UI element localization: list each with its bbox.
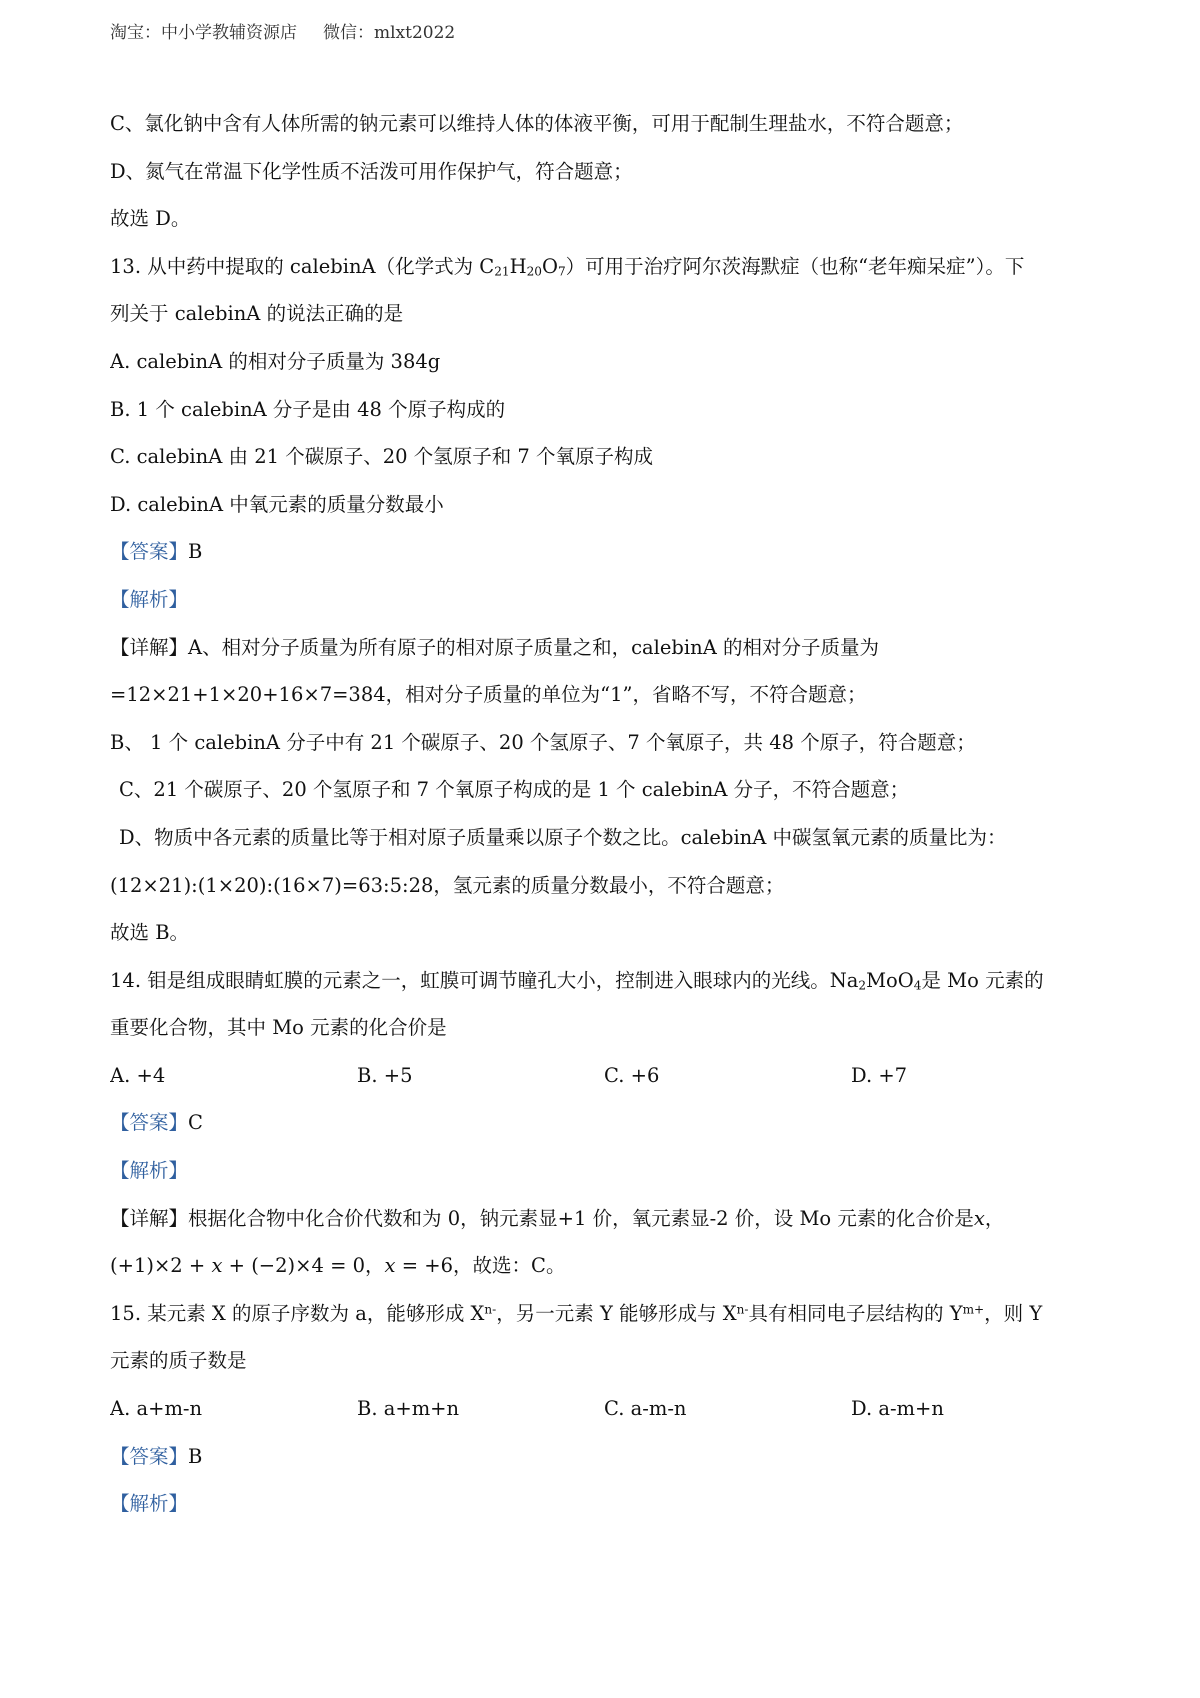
q14-option-a: A. +4 [110, 1063, 166, 1087]
q15-answer [110, 1433, 1100, 1481]
detail-tag: 【详解】 [110, 1206, 189, 1230]
q15-analysis-tag: 【解析】 [110, 1492, 189, 1516]
q14-analysis-tag: 【解析】 [110, 1159, 189, 1183]
q13-detail-d2: (12×21):(1×20):(16×7)=63:5:28，氢元素的质量分数最小，不符合题意； [110, 873, 785, 897]
q15-stem-line2: 元素的质子数是 [110, 1349, 247, 1373]
answer-value: C [188, 1111, 203, 1135]
wechat-label: 微信：mlxt2022 [323, 23, 456, 43]
answer-value: B [188, 540, 203, 564]
q13-analysis-tag: 【解析】 [110, 587, 189, 611]
q14-option-c: C. +6 [604, 1063, 660, 1087]
answer-tag: 【答案】 [110, 540, 189, 564]
q14-option-d: D. +7 [851, 1063, 908, 1087]
q13-option-d: D. calebinA 中氧元素的质量分数最小 [110, 492, 444, 516]
q13-answer [110, 528, 1100, 576]
q14-detail-equation: (+1)×2 + x + (−2)×4 = 0，x = +6，故选：C。 [110, 1254, 566, 1278]
q13-stem-line2: 列关于 calebinA 的说法正确的是 [110, 302, 404, 326]
q13-option-a: A. calebinA 的相对分子质量为 384g [110, 349, 441, 373]
page-header [110, 18, 455, 43]
q13-detail-d1: D、物质中各元素的质量比等于相对原子质量乘以原子个数之比。calebinA 中碳氢氧元素的质量比为： [119, 825, 1007, 849]
q15-stem-line1: 15. 某元素 X 的原子序数为 a，能够形成 $X^{n-}$，另一元素 Y 能够形成与 $X^{n-}$具有相同电子层结构的 $Y^{m+}$，则 Y [110, 1301, 1043, 1325]
answer-value: B [188, 1444, 203, 1468]
q14-option-b: B. +5 [357, 1063, 413, 1087]
q14-stem-line2: 重要化合物，其中 Mo 元素的化合价是 [110, 1016, 447, 1040]
q14-answer [110, 1099, 1100, 1147]
answer-tag: 【答案】 [110, 1444, 189, 1468]
document-body [110, 100, 1100, 1528]
q13-detail-a2: =12×21+1×20+16×7=384，相对分子质量的单位为“1”，省略不写，不符合题意； [110, 683, 867, 707]
q13-detail-b: B、 1 个 calebinA 分子中有 21 个碳原子、20 个氢原子、7 个氧原子，共 48 个原子，符合题意； [110, 730, 976, 754]
q13-detail-a1: 【详解】A、相对分子质量为所有原子的相对原子质量之和，calebinA 的相对分子质量为 [110, 635, 879, 659]
q15-option-c: C. a-m-n [604, 1397, 687, 1421]
q13-detail-c: C、21 个碳原子、20 个氢原子和 7 个氧原子构成的是 1 个 calebinA 分子，不符合题意； [119, 778, 910, 802]
q15-options [110, 1385, 1100, 1433]
q12-conclusion: 故选 D。 [110, 207, 191, 231]
answer-tag: 【答案】 [110, 1111, 189, 1135]
q13-conclusion: 故选 B。 [110, 921, 190, 945]
q15-option-d: D. a-m+n [851, 1397, 944, 1421]
shop-label: 淘宝：中小学教辅资源店 [110, 23, 297, 43]
q14-options [110, 1052, 1100, 1100]
q12-option-c-explain: C、氯化钠中含有人体所需的钠元素可以维持人体的体液平衡，可用于配制生理盐水，不符合题意； [110, 112, 964, 135]
q13-option-b: B. 1 个 calebinA 分子是由 48 个原子构成的 [110, 397, 506, 421]
q13-option-c: C. calebinA 由 21 个碳原子、20 个氢原子和 7 个氧原子构成 [110, 445, 654, 469]
q13-stem-line1: 13. 从中药中提取的 calebinA（化学式为 $C_{21}H_{20}O_7$）可用于治疗阿尔茨海默症（也称“老年痴呆症”）。下 [110, 254, 1025, 279]
q14-detail-line1: 【详解】根据化合物中化合价代数和为 0，钠元素显+1 价，氧元素显-2 价，设 Mo 元素的化合价是x， [110, 1206, 1005, 1230]
q14-stem-line1: 14. 钼是组成眼睛虹膜的元素之一，虹膜可调节瞳孔大小，控制进入眼球内的光线。$Na_2MoO_4$是 Mo 元素的 [110, 968, 1044, 993]
q12-option-d-explain: D、氮气在常温下化学性质不活泼可用作保护气，符合题意； [110, 159, 633, 183]
q15-option-a: A. a+m-n [110, 1397, 203, 1421]
q15-option-b: B. a+m+n [357, 1397, 460, 1421]
detail-tag: 【详解】 [110, 635, 189, 659]
